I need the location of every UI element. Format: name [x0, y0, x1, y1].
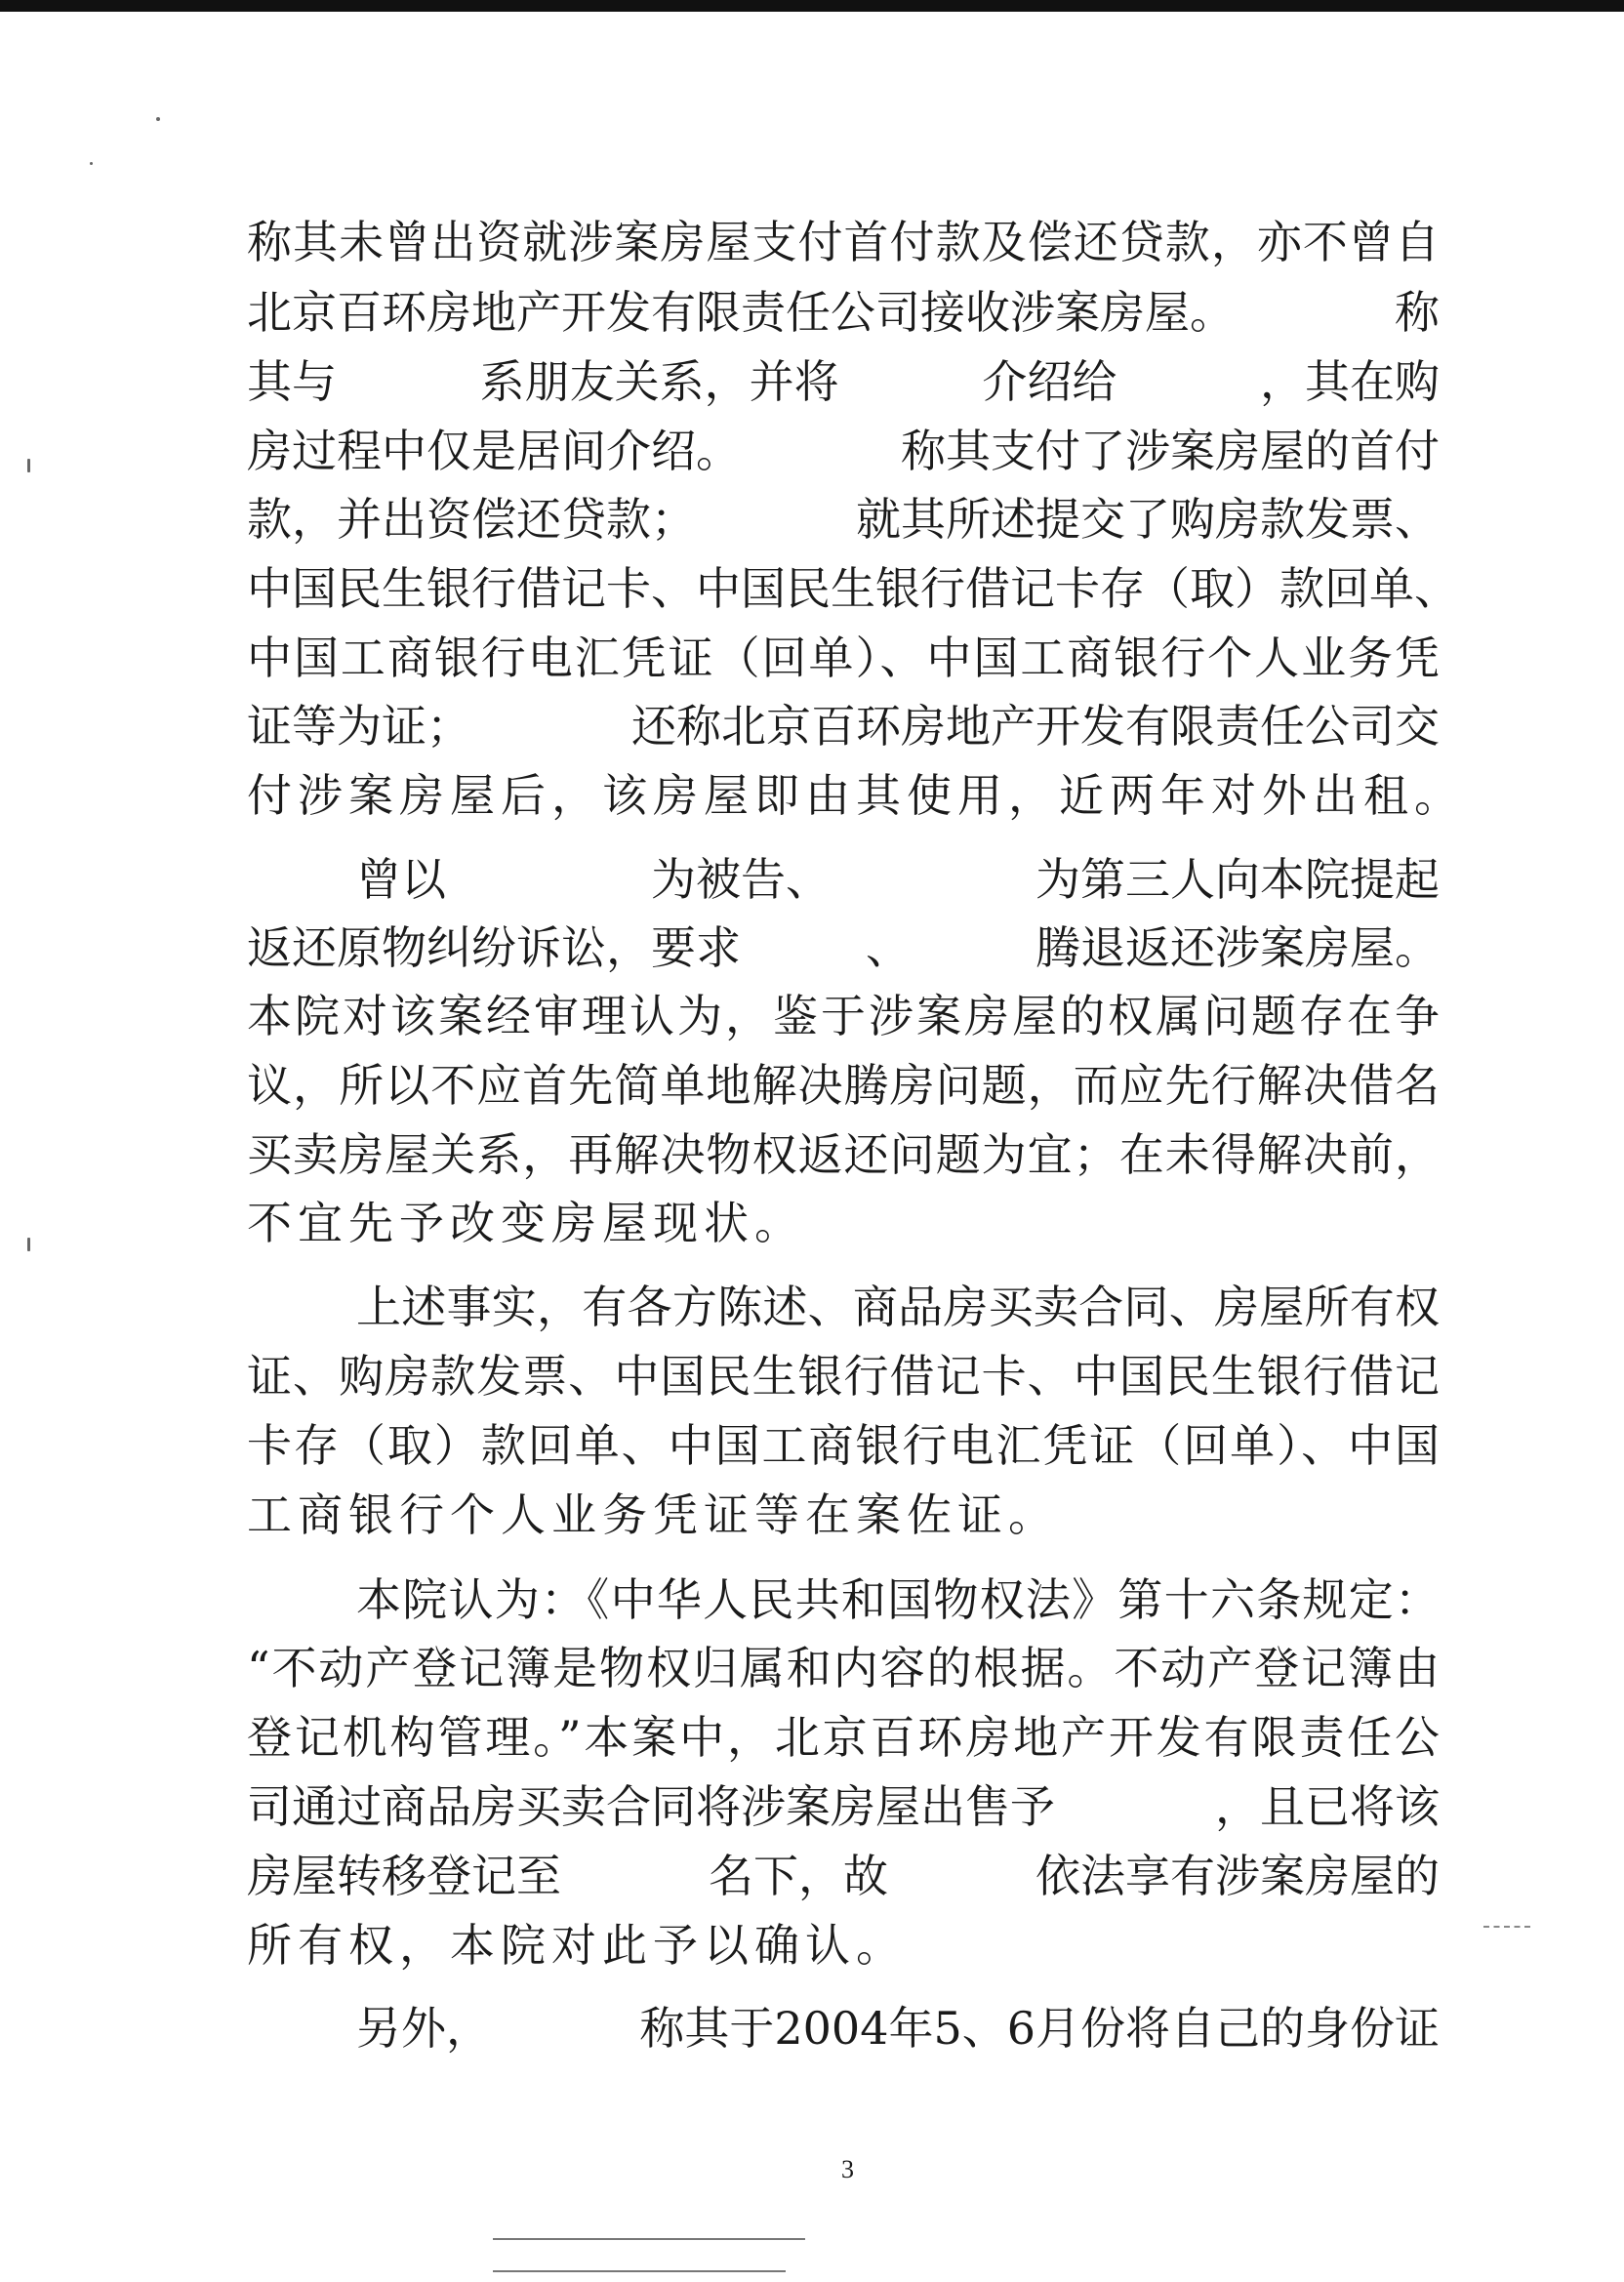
text-segment: 证等为证；: [247, 700, 471, 753]
text-segment: 司通过商品房买卖合同将涉案房屋出售予: [247, 1780, 1055, 1833]
text-line: [356, 845, 1440, 914]
text-line: [356, 1566, 1440, 1634]
text-line: [247, 485, 1440, 553]
text-segment: 就其所述提交了购房款发票、: [856, 493, 1440, 546]
text-segment: 议，所以不应首先简单地解决腾房问题，而应先行解决借名: [247, 1059, 1440, 1112]
text-line: [356, 1273, 1440, 1341]
text-segment: 返还原物纠纷诉讼，要求: [247, 921, 741, 974]
text-segment: “不动产登记簿是物权归属和内容的根据。不动产登记簿由: [247, 1642, 1440, 1694]
text-segment: 房屋转移登记至: [247, 1850, 561, 1902]
text-segment: 中国工商银行电汇凭证（回单）、中国工商银行个人业务凭: [247, 632, 1440, 684]
text-segment: 证、购房款发票、中国民生银行借记卡、中国民生银行借记: [247, 1350, 1440, 1403]
text-segment: 不宜先予改变房屋现状。: [247, 1197, 805, 1249]
text-segment: 本院认为：《中华人民共和国物权法》第十六条规定：: [356, 1573, 1440, 1626]
text-segment: 称: [1395, 286, 1440, 339]
text-segment: 房过程中仅是居间介绍。: [247, 425, 741, 477]
text-line: [247, 914, 1440, 982]
text-segment: 卡存（取）款回单、中国工商银行电汇凭证（回单）、中国: [247, 1419, 1440, 1472]
footer-rule: [493, 2238, 805, 2240]
text-line: [247, 1911, 1440, 1979]
text-segment: ，且已将该: [1215, 1780, 1440, 1833]
text-segment: 中国民生银行借记卡、中国民生银行借记卡存（取）款回单、: [247, 562, 1459, 615]
text-segment: 为被告、: [651, 853, 831, 906]
text-segment: 称其未曾出资就涉案房屋支付首付款及偿还贷款，亦不曾自: [247, 216, 1440, 268]
text-segment: 工商银行个人业务凭证等在案佐证。: [247, 1488, 1059, 1541]
text-segment: 依法享有涉案房屋的: [1035, 1850, 1440, 1902]
text-segment: 其与: [247, 355, 337, 408]
scan-speck: [156, 117, 160, 121]
page-number: 3: [841, 2155, 854, 2183]
text-segment: 另外，: [356, 2002, 491, 2055]
text-segment: 称其于2004年5、6月份将自己的身份证: [639, 2002, 1440, 2055]
text-segment: 上述事实，有各方陈述、商品房买卖合同、房屋所有权: [356, 1281, 1440, 1333]
scan-speck: [90, 162, 93, 165]
text-segment: 介绍给: [982, 355, 1117, 408]
text-segment: 登记机构管理。”本案中，北京百环房地产开发有限责任公: [247, 1711, 1440, 1764]
text-segment: 、: [866, 921, 911, 974]
text-line: [247, 208, 1440, 276]
footer-rule: [493, 2270, 786, 2272]
text-segment: 所有权，本院对此予以确认。: [247, 1919, 907, 1972]
text-line: [247, 761, 1465, 830]
text-line: [247, 1189, 1440, 1257]
text-segment: ，其在购: [1259, 355, 1440, 408]
text-line: [247, 1411, 1440, 1480]
text-line: [247, 1773, 1440, 1841]
text-line: [247, 1121, 1440, 1189]
text-line: [356, 1994, 1440, 2062]
text-line: [247, 554, 1459, 623]
text-segment: 腾退返还涉案房屋。: [1035, 921, 1440, 974]
text-segment: 北京百环房地产开发有限责任公司接收涉案房屋。: [247, 286, 1235, 339]
scan-top-border: [0, 0, 1624, 12]
text-line: [247, 1481, 1440, 1549]
scan-speck: [27, 1238, 30, 1251]
text-line: [247, 982, 1440, 1050]
margin-mark: [1483, 1926, 1530, 1928]
text-segment: 称其支付了涉案房屋的首付: [901, 425, 1440, 477]
text-segment: 为第三人向本院提起: [1035, 853, 1440, 906]
text-line: [247, 1703, 1440, 1772]
text-line: [247, 278, 1440, 346]
text-line: [247, 417, 1440, 485]
text-segment: 付涉案房屋后，该房屋即由其使用，近两年对外出租。: [247, 769, 1465, 822]
text-line: [247, 347, 1440, 416]
text-line: [247, 1342, 1440, 1410]
text-segment: 曾以: [356, 853, 446, 906]
scan-speck: [27, 459, 30, 472]
text-segment: 名下，故: [709, 1850, 888, 1902]
text-segment: 买卖房屋关系，再解决物权返还问题为宜；在未得解决前，: [247, 1128, 1440, 1181]
text-line: [247, 1842, 1440, 1910]
text-line: [247, 692, 1440, 760]
text-segment: 款，并出资偿还贷款；: [247, 493, 696, 546]
text-segment: 本院对该案经审理认为，鉴于涉案房屋的权属问题存在争: [247, 990, 1440, 1042]
text-segment: 还称北京百环房地产开发有限责任公司交: [631, 700, 1440, 753]
text-line: [247, 1051, 1440, 1120]
text-segment: 系朋友关系，并将: [479, 355, 839, 408]
text-line: [247, 624, 1440, 692]
text-line: [247, 1634, 1440, 1702]
